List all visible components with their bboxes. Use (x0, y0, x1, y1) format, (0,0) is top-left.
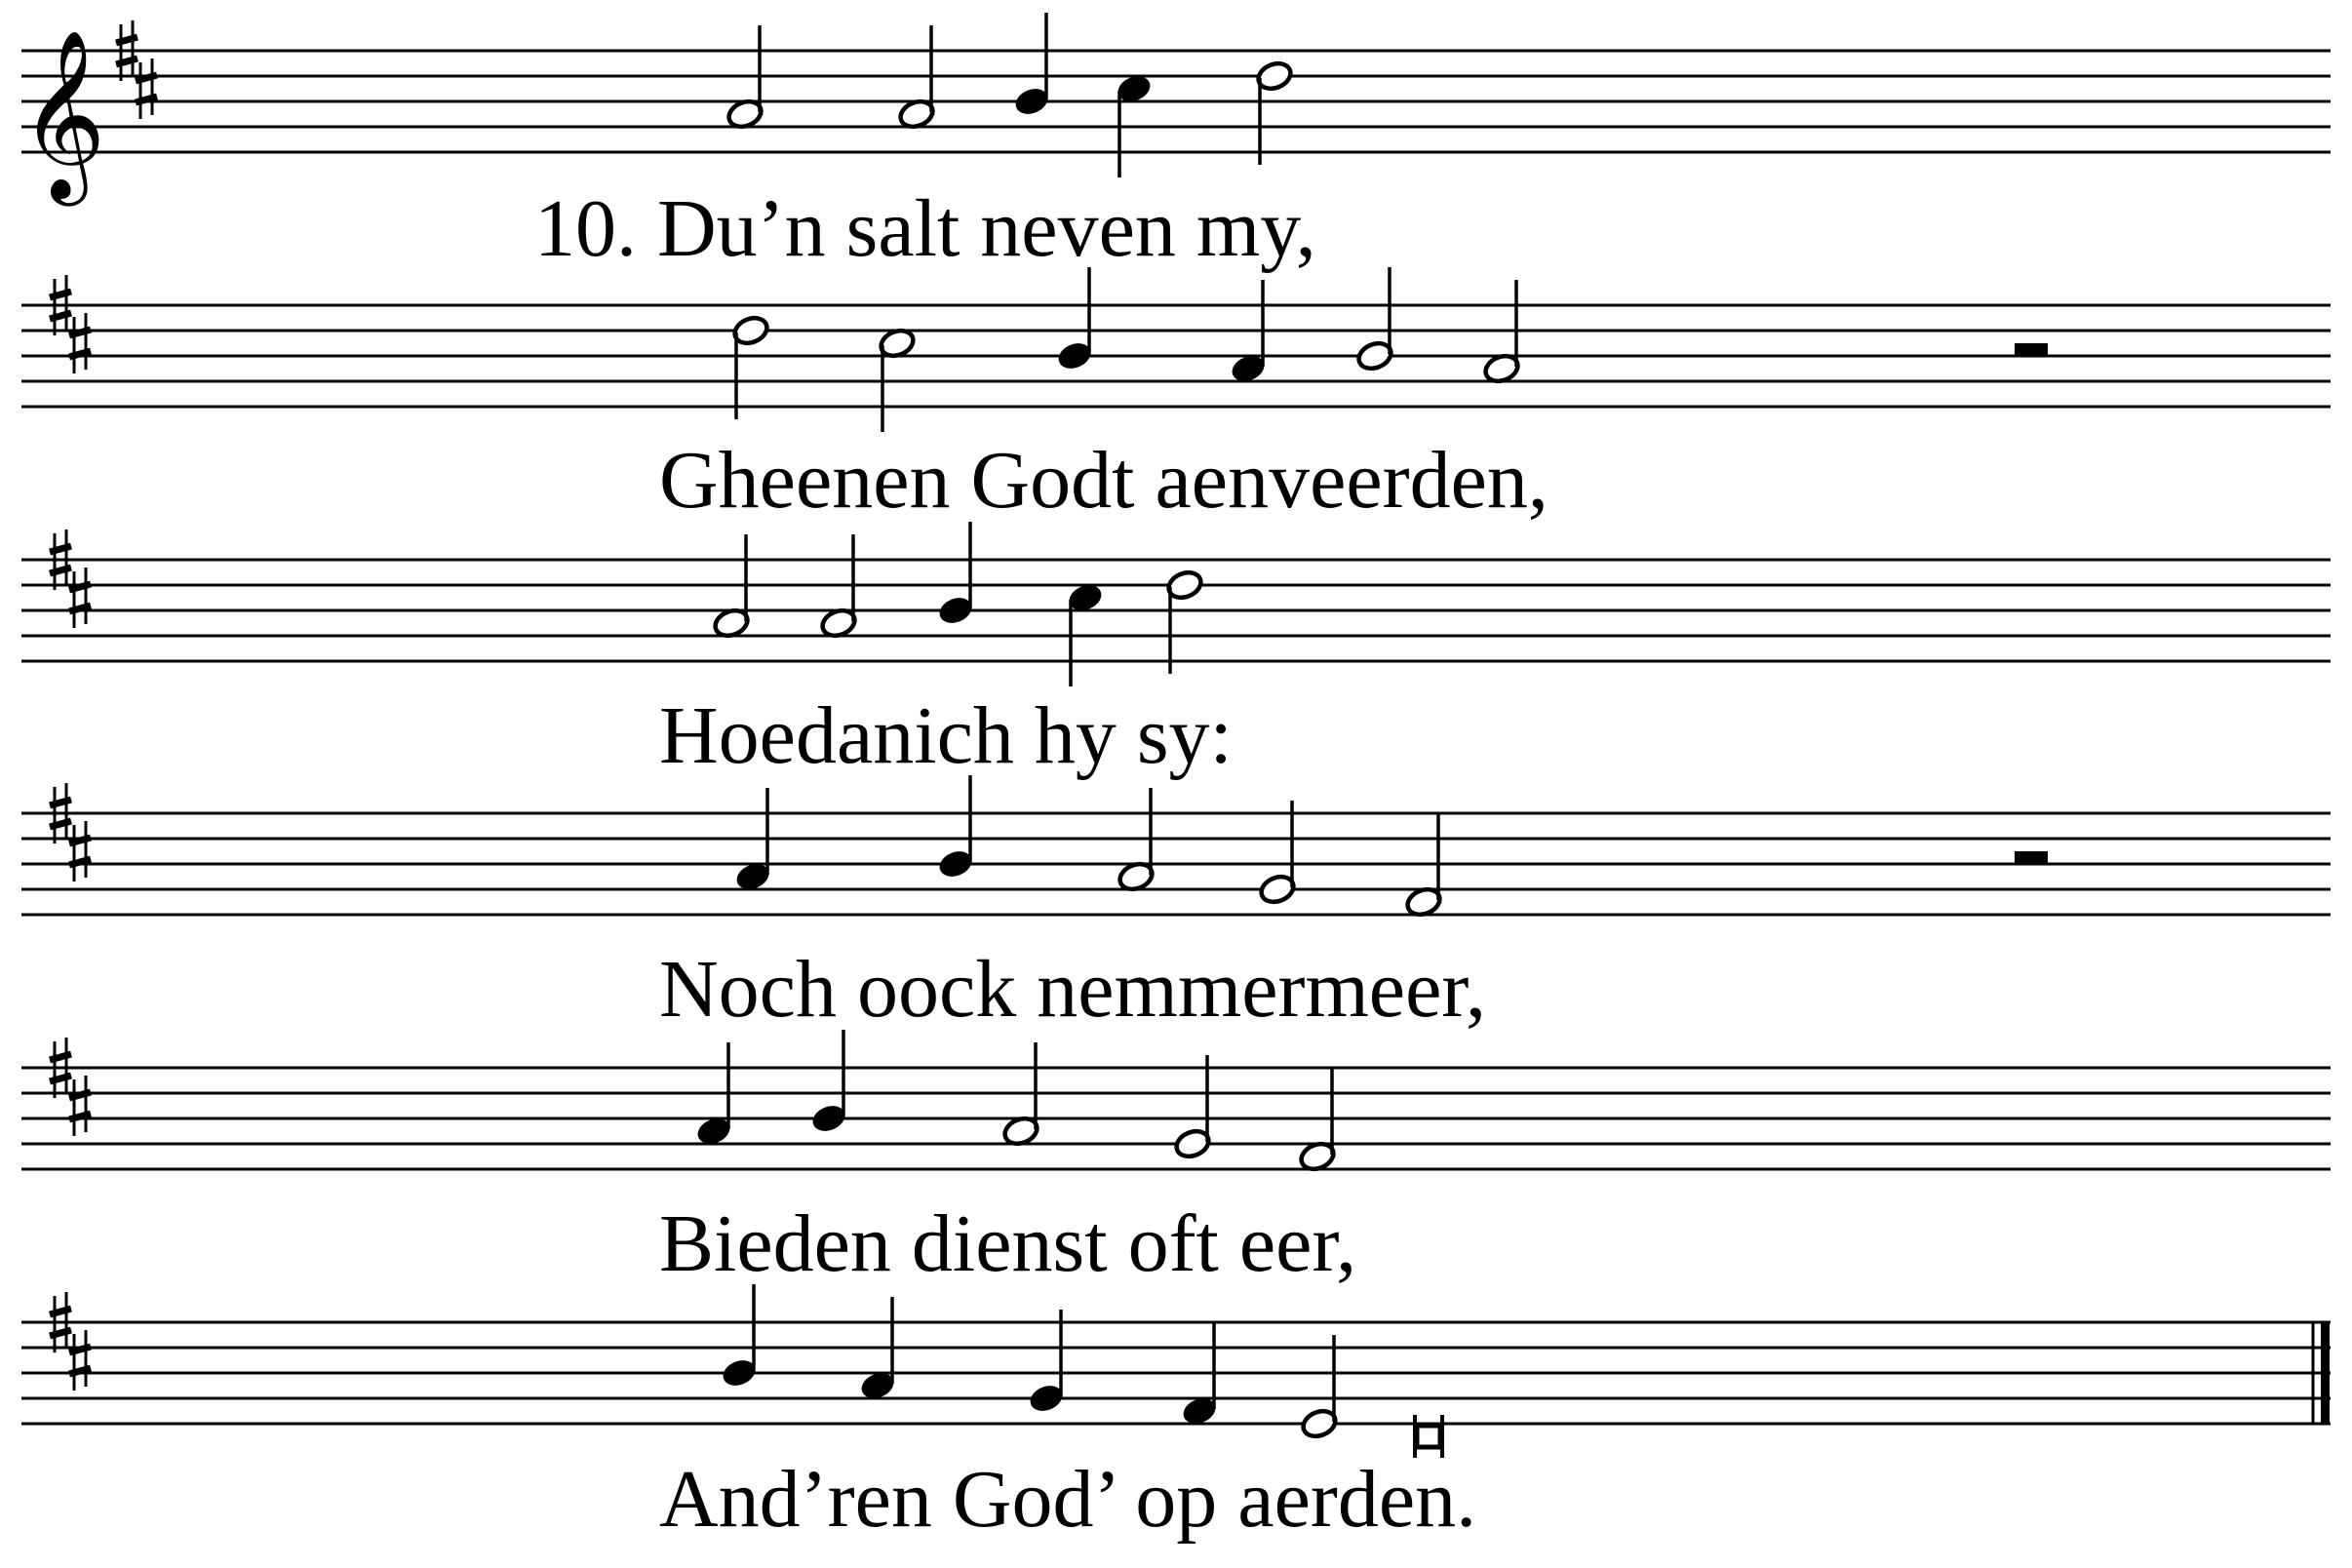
half-rest-icon (2015, 851, 2048, 864)
note-breve (1415, 1415, 1442, 1458)
note-half (1173, 1055, 1213, 1160)
note-quarter (1066, 581, 1106, 686)
note-half (1404, 813, 1444, 919)
staff-system (21, 775, 2331, 1035)
note-half (1298, 1068, 1338, 1173)
note-half (725, 25, 765, 131)
note-quarter (1027, 1310, 1067, 1415)
staff-system (21, 522, 2331, 781)
note-quarter (694, 1042, 734, 1148)
note-half (1258, 801, 1298, 906)
sharp-c-icon (69, 821, 91, 882)
note-half (1300, 1335, 1340, 1440)
sharp-c-icon (69, 313, 91, 373)
staff-system (21, 1284, 2331, 1545)
note-half (1001, 1042, 1041, 1148)
note-half (897, 25, 937, 131)
staff-system (21, 1030, 2331, 1289)
note-quarter (936, 522, 976, 627)
staff-system (20, 13, 2331, 274)
staff-system (21, 267, 2331, 526)
final-barline-thick (2321, 1322, 2330, 1424)
note-quarter (1229, 280, 1269, 385)
note-quarter (1115, 72, 1155, 177)
note-half (1482, 280, 1522, 385)
note-half (819, 534, 859, 640)
lyric-line: Noch oock nemmermeer, (659, 944, 1486, 1035)
note-quarter (1180, 1322, 1220, 1428)
lyric-line: Hoedanich hy sy: (659, 690, 1233, 781)
note-quarter (720, 1284, 760, 1390)
note-half (878, 327, 918, 432)
staff-systems (20, 13, 2331, 1545)
sharp-c-icon (69, 1076, 91, 1136)
sharp-c-icon (69, 568, 91, 628)
note-half (1355, 267, 1395, 372)
lyric-line: And’ren God’ op aerden. (659, 1454, 1477, 1545)
treble-clef-icon: 𝄞 (20, 29, 106, 199)
sharp-c-icon (69, 1330, 91, 1391)
note-half (1117, 788, 1156, 893)
note-quarter (809, 1030, 849, 1135)
note-quarter (858, 1297, 898, 1402)
note-quarter (936, 775, 976, 881)
note-half (731, 314, 771, 419)
lyric-line: Bieden dienst oft eer, (659, 1198, 1357, 1289)
sharp-c-icon (136, 59, 157, 119)
note-half (712, 534, 752, 640)
note-quarter (733, 788, 773, 893)
note-half (1165, 568, 1205, 674)
half-rest-icon (2015, 343, 2048, 356)
note-half (1255, 59, 1295, 165)
note-quarter (1055, 267, 1095, 372)
note-quarter (1012, 13, 1052, 118)
lyric-line: 10. Du’n salt neven my, (534, 183, 1316, 274)
lyric-line: Gheenen Godt aenveerden, (659, 435, 1548, 526)
